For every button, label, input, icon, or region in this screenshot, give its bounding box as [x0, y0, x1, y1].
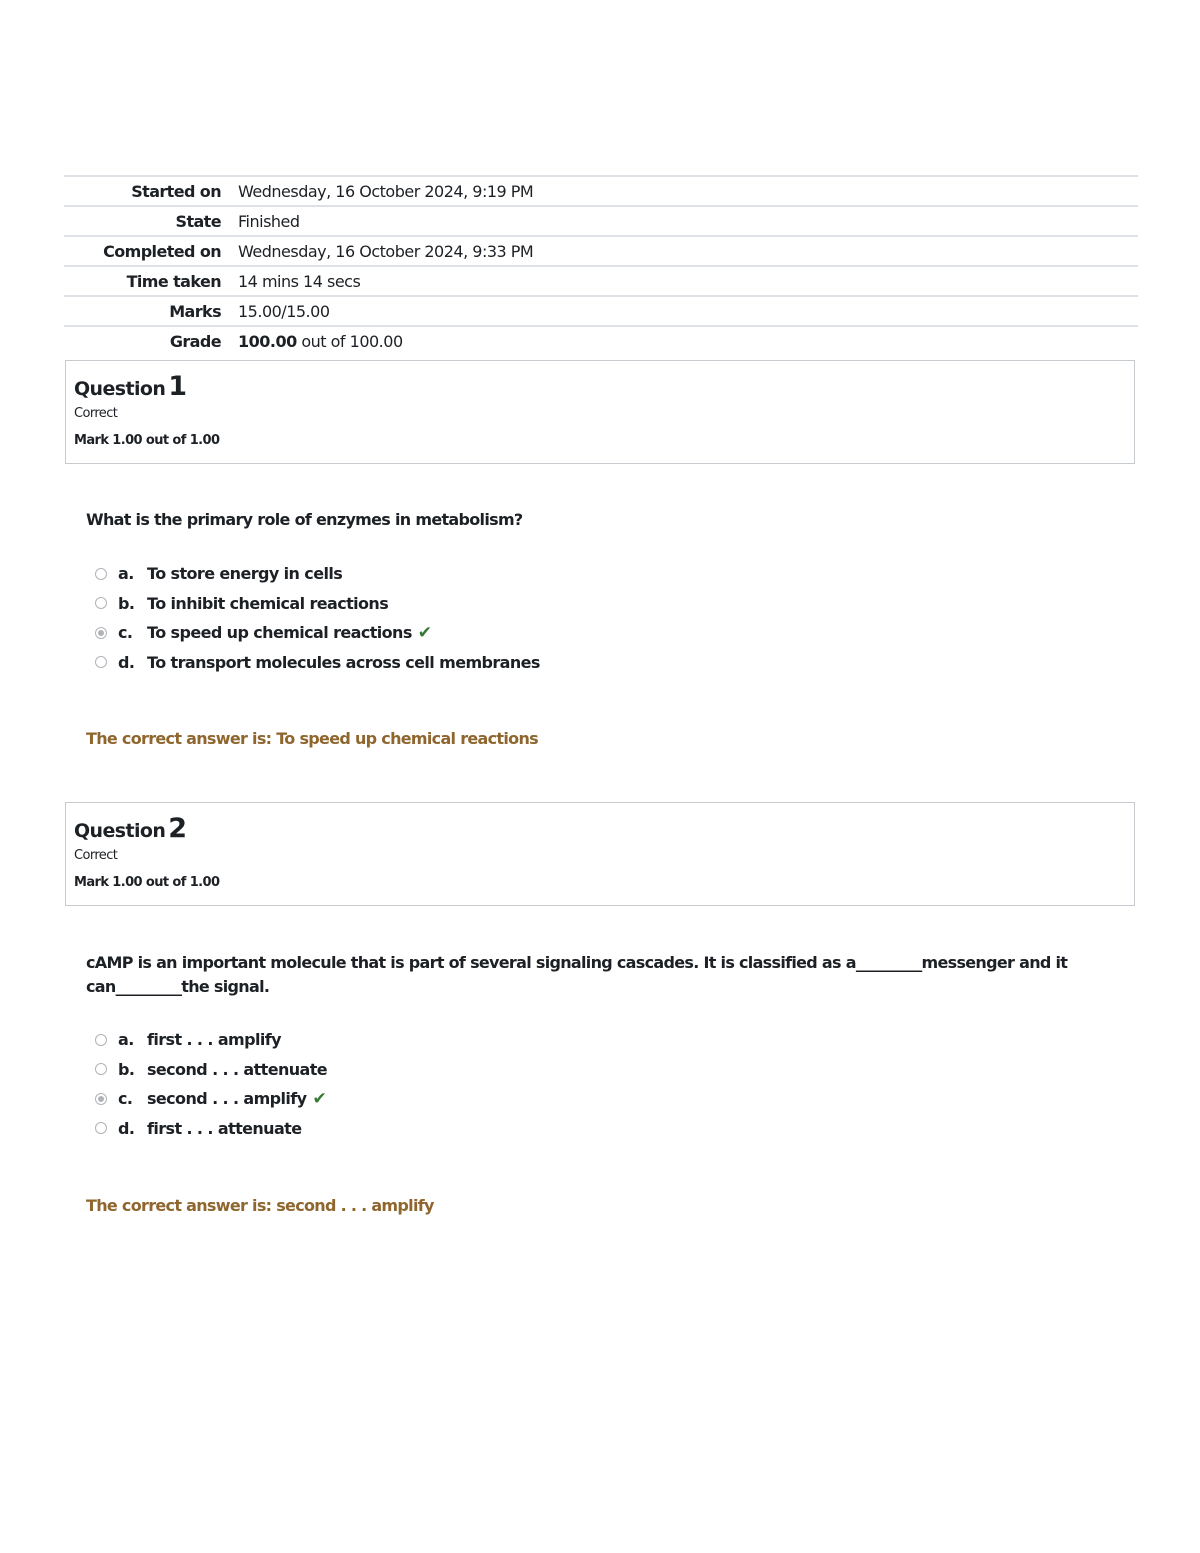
option-text: second . . . amplify	[147, 1089, 307, 1109]
summary-row-marks	[64, 296, 1138, 326]
option-letter: b.	[118, 593, 135, 613]
option-text: first . . . attenuate	[147, 1118, 302, 1138]
summary-value: 15.00/15.00	[238, 302, 330, 321]
summary-label: Started on	[131, 182, 221, 201]
summary-label: Grade	[169, 332, 221, 351]
question-text: What is the primary role of enzymes in metabolism?	[86, 510, 523, 529]
radio-button[interactable]	[95, 1063, 107, 1075]
right-answer-feedback: The correct answer is: second . . . amplify	[86, 1196, 434, 1215]
answer-option[interactable]	[95, 1084, 327, 1114]
summary-label: Marks	[169, 302, 221, 321]
option-letter: d.	[118, 1118, 135, 1138]
answer-option[interactable]	[95, 589, 540, 619]
question-label: Question	[74, 378, 166, 400]
quiz-summary-table	[64, 175, 1138, 355]
radio-button-selected[interactable]	[95, 627, 107, 639]
question-grade: Mark 1.00 out of 1.00	[74, 875, 220, 890]
summary-row-completed	[64, 236, 1138, 266]
option-text: To store energy in cells	[147, 564, 343, 584]
answer-option[interactable]	[95, 1025, 327, 1055]
summary-row-time	[64, 266, 1138, 296]
grade-score: 100.00	[238, 332, 297, 351]
question-grade: Mark 1.00 out of 1.00	[74, 433, 220, 448]
option-text: first . . . amplify	[147, 1030, 281, 1050]
summary-label: State	[175, 212, 221, 231]
question-state: Correct	[74, 406, 118, 421]
check-icon: ✔	[417, 622, 432, 643]
grade-suffix: out of 100.00	[296, 332, 403, 351]
radio-button[interactable]	[95, 1034, 107, 1046]
option-text: To transport molecules across cell membranes	[147, 652, 540, 672]
summary-value	[238, 326, 1138, 355]
radio-button[interactable]	[95, 568, 107, 580]
radio-button[interactable]	[95, 597, 107, 609]
option-letter: a.	[118, 1030, 134, 1050]
question-text: cAMP is an important molecule that is part of several signaling cascades. It is classified as a_________messenger and it can_________the signal.	[86, 953, 1068, 996]
answer-option[interactable]	[95, 1114, 327, 1144]
summary-label: Time taken	[126, 272, 221, 291]
radio-button[interactable]	[95, 1122, 107, 1134]
right-answer-feedback: The correct answer is: To speed up chemical reactions	[86, 729, 538, 748]
check-icon: ✔	[312, 1088, 327, 1109]
answer-option[interactable]	[95, 618, 540, 648]
summary-label: Completed on	[103, 242, 221, 261]
question-number	[74, 371, 1126, 402]
option-letter: c.	[118, 1089, 133, 1109]
option-text: second . . . attenuate	[147, 1059, 328, 1079]
summary-row-grade	[64, 326, 1138, 355]
answer-option[interactable]	[95, 559, 540, 589]
option-text: To inhibit chemical reactions	[147, 593, 389, 613]
radio-button[interactable]	[95, 656, 107, 668]
radio-button-selected[interactable]	[95, 1093, 107, 1105]
summary-value: Wednesday, 16 October 2024, 9:33 PM	[238, 242, 534, 261]
answer-option[interactable]	[95, 648, 540, 678]
answer-options	[95, 559, 540, 677]
option-text: To speed up chemical reactions	[147, 623, 412, 643]
answer-options	[95, 1025, 327, 1143]
question-label: Question	[74, 820, 166, 842]
question-info-box	[65, 802, 1135, 906]
answer-option[interactable]	[95, 1055, 327, 1085]
question-num: 1	[168, 371, 187, 402]
summary-row-state	[64, 206, 1138, 236]
option-letter: c.	[118, 623, 133, 643]
summary-value: Finished	[238, 212, 300, 231]
option-letter: b.	[118, 1059, 135, 1079]
option-letter: a.	[118, 564, 134, 584]
option-letter: d.	[118, 652, 135, 672]
question-number	[74, 813, 1126, 844]
summary-value: Wednesday, 16 October 2024, 9:19 PM	[238, 182, 534, 201]
question-info-box	[65, 360, 1135, 464]
question-num: 2	[168, 813, 187, 844]
summary-value: 14 mins 14 secs	[238, 272, 361, 291]
question-state: Correct	[74, 848, 118, 863]
summary-row-started	[64, 176, 1138, 206]
